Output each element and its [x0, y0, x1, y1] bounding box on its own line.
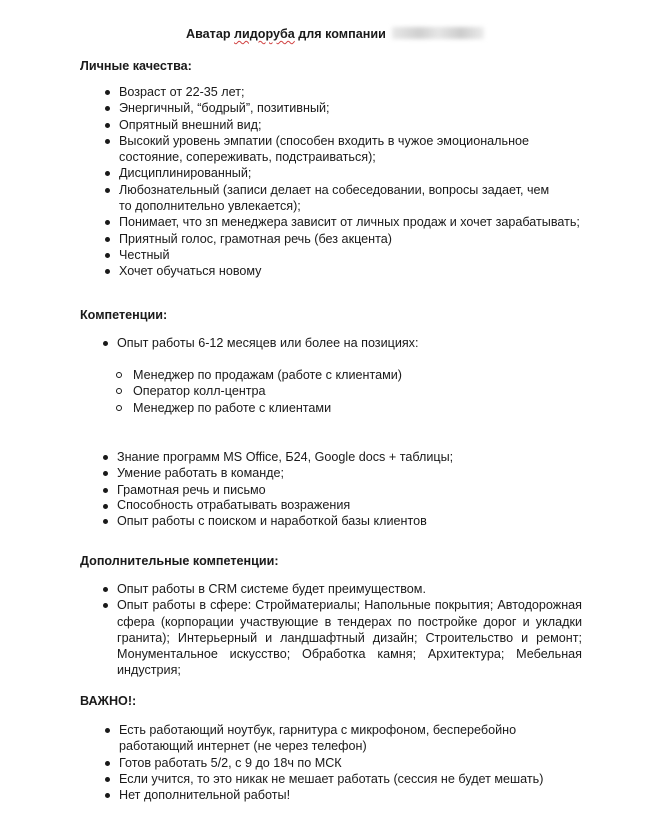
list-item: Знание программ MS Office, Б24, Google docs + таблицы; [117, 449, 597, 465]
list-item: Способность отрабатывать возражения [117, 498, 597, 513]
list-item: Опыт работы 6-12 месяцев или более на позициях: [117, 335, 597, 351]
list-item: Опыт работы с поиском и наработкой базы клиентов [117, 513, 597, 529]
list-item: Возраст от 22-35 лет; [119, 84, 599, 100]
experience-list [117, 335, 597, 351]
list-item: Грамотная речь и письмо [117, 482, 597, 498]
list-item: Умение работать в команде; [117, 465, 597, 481]
list-item: Хочет обучаться новому [119, 263, 599, 279]
list-item: Дисциплинированный; [119, 165, 599, 181]
personal-list [119, 84, 599, 280]
list-item: Готов работать 5/2, с 9 до 18ч по МСК [119, 755, 589, 771]
list-item: Менеджер по работе с клиентами [133, 400, 593, 416]
list-item: Любознательный (записи делает на собеседовании, вопросы задает, чем то дополнительно увлекается); [119, 182, 550, 214]
title-underlined-word: лидоруба [234, 27, 295, 41]
list-item: Нет дополнительной работы! [119, 787, 589, 803]
document-title [186, 27, 484, 41]
redacted-company-name [392, 27, 484, 39]
list-item: Опыт работы в сфере: Стройматериалы; Напольные покрытия; Автодорожная сфера (корпорации участвующие в тендерах по постройке дорог и укладки гранита); Интерьерный и ландшафтный дизайн; Строительство и ремонт; Монументальное искусство; Обработка камня; Архитектура; Мебельная индустрия; [117, 598, 582, 678]
competencies-list [117, 449, 597, 529]
list-item: Понимает, что зп менеджера зависит от личных продаж и хочет зарабатывать; [119, 214, 599, 230]
list-item: Если учится, то это никак не мешает работать (сессия не будет мешать) [119, 771, 589, 787]
list-item: Высокий уровень эмпатии (способен входить в чужое эмоциональное состояние, сопереживать, подстраиваться); [119, 133, 559, 166]
list-item: Оператор колл-центра [133, 383, 593, 399]
list-item: Есть работающий ноутбук, гарнитура с микрофоном, бесперебойно работающий интернет (не через телефон) [119, 722, 589, 755]
additional-heading: Дополнительные компетенции: [80, 554, 279, 568]
list-item: Опрятный внешний вид; [119, 117, 599, 133]
personal-heading: Личные качества: [80, 59, 192, 73]
list-item: Энергичный, “бодрый”, позитивный; [119, 100, 599, 116]
list-item: Менеджер по продажам (работе с клиентами) [133, 367, 593, 383]
positions-list [133, 367, 593, 416]
title-prefix: Аватар [186, 27, 235, 41]
additional-list [117, 581, 582, 679]
important-list [119, 722, 589, 803]
list-item: Опыт работы в CRM системе будет преимуществом. [117, 581, 582, 597]
title-suffix: для компании [294, 27, 386, 41]
list-item: Приятный голос, грамотная речь (без акцента) [119, 231, 599, 247]
important-heading: ВАЖНО!: [80, 694, 137, 708]
list-item: Честный [119, 247, 599, 263]
competencies-heading: Компетенции: [80, 308, 168, 322]
